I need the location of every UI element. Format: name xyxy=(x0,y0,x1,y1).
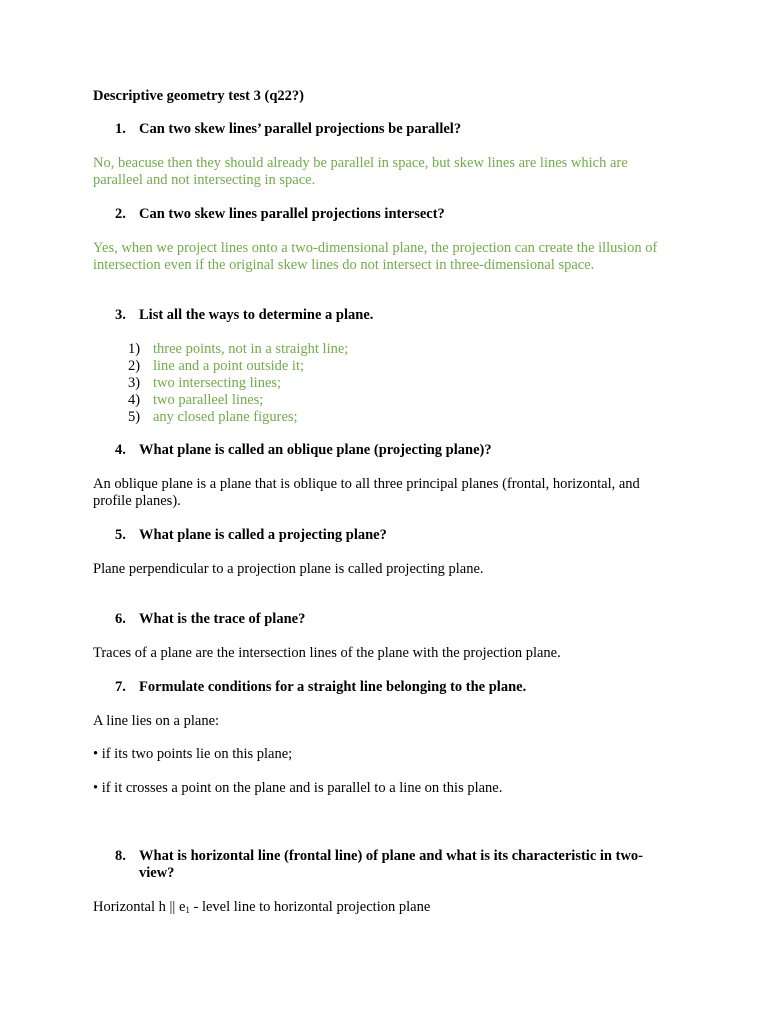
question-text: List all the ways to determine a plane. xyxy=(139,307,374,323)
list-item-text: two intersecting lines; xyxy=(153,375,282,391)
question-text: What plane is called a projecting plane? xyxy=(139,527,387,543)
list-item-number: 4) xyxy=(128,392,141,408)
list-item-number: 5) xyxy=(128,409,141,425)
answer-5: Plane perpendicular to a projection plane is called projecting plane. xyxy=(93,561,484,577)
question-text: What is the trace of plane? xyxy=(139,611,306,627)
question-number: 5. xyxy=(115,527,126,543)
question-number: 8. xyxy=(115,848,126,864)
question-number: 2. xyxy=(115,206,126,222)
answer-6: Traces of a plane are the intersection lines of the plane with the projection plane. xyxy=(93,645,561,661)
question-text: Formulate conditions for a straight line belonging to the plane. xyxy=(139,679,527,695)
question-7 xyxy=(93,679,673,696)
list-item xyxy=(128,409,298,426)
question-1 xyxy=(93,121,673,138)
question-text: Can two skew lines’ parallel projections be parallel? xyxy=(139,121,462,137)
answer-8 xyxy=(93,899,673,919)
list-item xyxy=(128,358,304,375)
answer-8-suffix: - level line to horizontal projection plane xyxy=(189,899,431,915)
question-number: 4. xyxy=(115,442,126,458)
list-item-text: line and a point outside it; xyxy=(153,358,305,374)
question-number: 6. xyxy=(115,611,126,627)
question-8 xyxy=(93,848,673,882)
answer-7-intro: A line lies on a plane: xyxy=(93,713,220,729)
question-number: 1. xyxy=(115,121,126,137)
question-3 xyxy=(93,307,673,324)
question-number: 7. xyxy=(115,679,126,695)
question-number: 3. xyxy=(115,307,126,323)
question-text: What plane is called an oblique plane (projecting plane)? xyxy=(139,442,492,458)
list-item-text: two paralleel lines; xyxy=(153,392,264,408)
list-item xyxy=(128,341,348,358)
list-item-number: 2) xyxy=(128,358,141,374)
answer-8-prefix: Horizontal h || e xyxy=(93,899,186,915)
answer-8-subscript: 1 xyxy=(185,905,190,915)
answer-2: Yes, when we project lines onto a two-dimensional plane, the projection can create the illusion of intersection even if the original skew lines do not intersect in three-dimensional space. xyxy=(93,240,658,273)
question-text: Can two skew lines parallel projections intersect? xyxy=(139,206,445,222)
list-item-number: 3) xyxy=(128,375,141,391)
question-6 xyxy=(93,611,673,628)
answer-1: No, beacuse then they should already be parallel in space, but skew lines are lines which are paralleel and not intersecting in space. xyxy=(93,155,628,188)
question-4 xyxy=(93,442,673,459)
question-text: What is horizontal line (frontal line) of plane and what is its characteristic in two-view? xyxy=(139,848,643,881)
answer-7-bullet-2: • if it crosses a point on the plane and is parallel to a line on this plane. xyxy=(93,780,503,796)
list-item-text: any closed plane figures; xyxy=(153,409,298,425)
answer-7-bullet-1: • if its two points lie on this plane; xyxy=(93,746,293,762)
question-2 xyxy=(93,206,673,223)
answer-4: An oblique plane is a plane that is oblique to all three principal planes (frontal, horizontal, and profile planes). xyxy=(93,476,640,509)
list-item-text: three points, not in a straight line; xyxy=(153,341,349,357)
document-title: Descriptive geometry test 3 (q22?) xyxy=(93,88,304,104)
question-5 xyxy=(93,527,673,544)
list-item xyxy=(128,375,281,392)
list-item xyxy=(128,392,263,409)
list-item-number: 1) xyxy=(128,341,141,357)
